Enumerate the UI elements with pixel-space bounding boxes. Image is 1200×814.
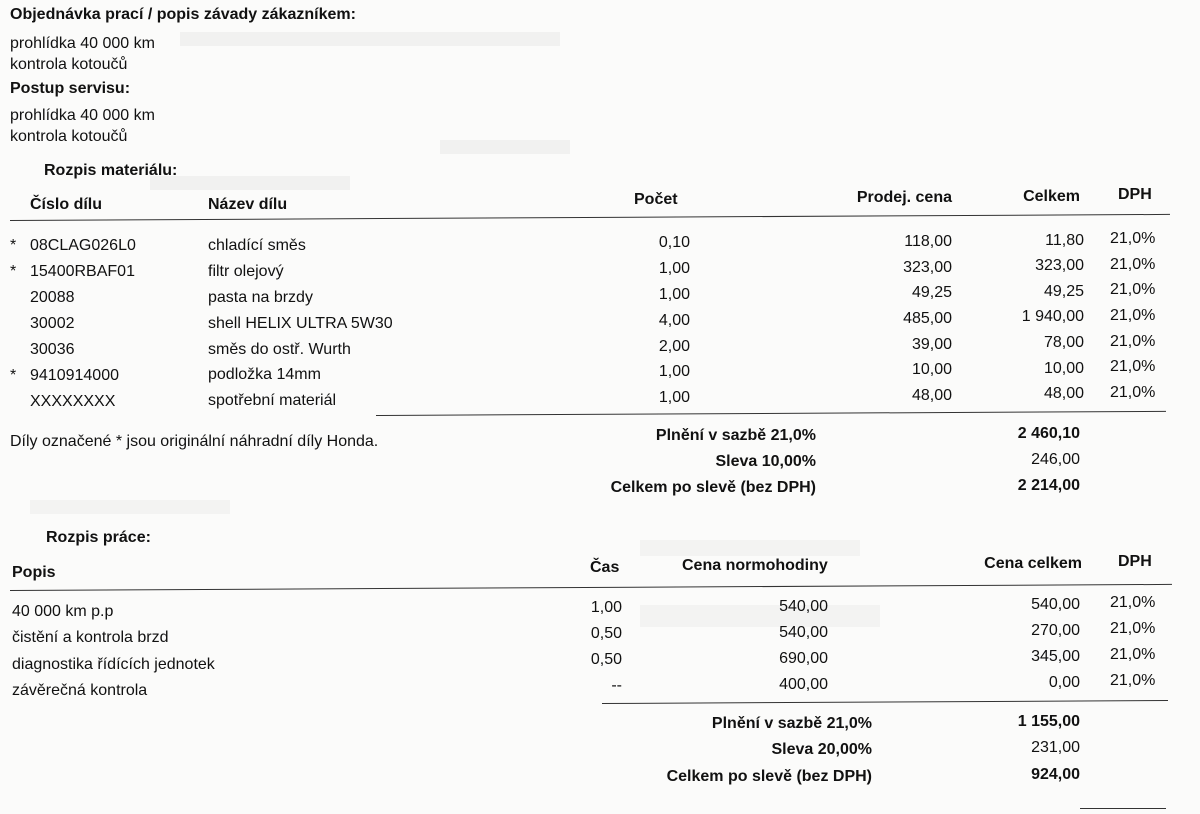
summary-value: 2 214,00: [1017, 477, 1080, 494]
labor-time: --: [611, 677, 622, 694]
summary-label: Sleva 20,00%: [771, 741, 872, 758]
part-total: 78,00: [1043, 334, 1084, 351]
part-price: 39,00: [911, 336, 952, 353]
labor-description: 40 000 km p.p: [12, 603, 114, 620]
labor-time: 1,00: [590, 599, 622, 616]
part-number: 08CLAG026L0: [30, 237, 136, 254]
summary-value: 1 155,00: [1017, 713, 1080, 730]
service-line: prohlídka 40 000 km: [10, 107, 155, 124]
order-line: prohlídka 40 000 km: [10, 35, 155, 52]
part-name: spotřební materiál: [208, 392, 337, 409]
part-total: 10,00: [1043, 360, 1084, 377]
part-number: 9410914000: [30, 367, 119, 384]
service-line: kontrola kotoučů: [10, 128, 128, 145]
part-price: 323,00: [903, 259, 952, 276]
part-number: 30002: [30, 315, 75, 332]
labor-total: 540,00: [1031, 596, 1080, 613]
labor-summary-divider: [602, 700, 1168, 704]
labor-rate: 540,00: [779, 624, 828, 641]
col-labor-vat: DPH: [1118, 553, 1152, 570]
part-name: chladící směs: [208, 237, 306, 254]
order-title: Objednávka prací / popis závady zákazníkem:: [10, 6, 356, 23]
part-vat: 21,0%: [1110, 281, 1156, 298]
labor-time: 0,50: [590, 651, 622, 668]
part-total: 11,80: [1045, 232, 1084, 249]
service-title: Postup servisu:: [10, 80, 131, 97]
part-total: 48,00: [1043, 385, 1084, 402]
labor-total: 0,00: [1048, 674, 1080, 691]
part-number: XXXXXXXX: [30, 393, 116, 410]
part-name: pasta na brzdy: [208, 289, 313, 306]
summary-label: Sleva 10,00%: [715, 453, 816, 470]
order-line: kontrola kotoučů: [10, 56, 128, 73]
summary-label: Plnění v sazbě 21,0%: [655, 427, 816, 444]
part-vat: 21,0%: [1110, 358, 1156, 375]
labor-vat: 21,0%: [1110, 620, 1156, 637]
part-name: směs do ostř. Wurth: [208, 341, 351, 358]
original-part-mark: *: [10, 263, 17, 280]
part-qty: 4,00: [658, 312, 690, 329]
part-qty: 1,00: [658, 260, 690, 277]
summary-value: 924,00: [1031, 766, 1080, 783]
part-vat: 21,0%: [1110, 384, 1156, 401]
col-part-name: Název dílu: [208, 196, 288, 213]
col-hourly-rate: Cena normohodiny: [682, 557, 828, 574]
summary-value: 231,00: [1031, 739, 1080, 756]
part-total: 323,00: [1035, 257, 1084, 274]
materials-summary-divider: [376, 411, 1166, 416]
summary-value: 2 460,10: [1017, 425, 1080, 442]
summary-value: 246,00: [1031, 451, 1080, 468]
col-price: Prodej. cena: [856, 189, 952, 206]
labor-total: 345,00: [1031, 648, 1080, 665]
part-number: 15400RBAF01: [30, 263, 135, 280]
summary-label: Celkem po slevě (bez DPH): [666, 768, 872, 785]
part-vat: 21,0%: [1110, 307, 1156, 324]
summary-label: Celkem po slevě (bez DPH): [610, 479, 816, 496]
labor-vat: 21,0%: [1110, 672, 1156, 689]
col-qty: Počet: [634, 191, 678, 208]
summary-label: Plnění v sazbě 21,0%: [711, 715, 872, 732]
part-price: 49,25: [911, 284, 952, 301]
labor-title: Rozpis práce:: [46, 529, 151, 546]
part-qty: 2,00: [658, 338, 690, 355]
labor-description: čistění a kontrola brzd: [12, 629, 169, 646]
labor-total: 270,00: [1031, 622, 1080, 639]
bottom-divider: [1080, 808, 1166, 809]
part-price: 48,00: [911, 387, 952, 404]
part-price: 118,00: [904, 233, 952, 250]
part-qty: 1,00: [658, 363, 690, 380]
part-total: 49,25: [1043, 283, 1084, 300]
col-labor-total: Cena celkem: [984, 555, 1082, 572]
part-name: podložka 14mm: [208, 366, 321, 383]
part-price: 485,00: [903, 310, 952, 327]
part-number: 20088: [30, 289, 75, 306]
part-qty: 0,10: [658, 234, 690, 251]
col-time: Čas: [590, 559, 620, 576]
part-qty: 1,00: [658, 389, 690, 406]
original-part-mark: *: [10, 237, 17, 254]
part-number: 30036: [30, 341, 75, 358]
labor-vat: 21,0%: [1110, 646, 1156, 663]
labor-description: diagnostika řídících jednotek: [12, 656, 215, 673]
original-parts-note: Díly označené * jsou originální náhradní díly Honda.: [10, 433, 379, 450]
part-name: shell HELIX ULTRA 5W30: [208, 315, 393, 332]
col-vat: DPH: [1118, 186, 1152, 203]
labor-rate: 400,00: [779, 676, 828, 693]
labor-description: závěrečná kontrola: [12, 682, 148, 699]
col-part-no: Číslo dílu: [30, 196, 102, 213]
original-part-mark: *: [10, 367, 17, 384]
part-qty: 1,00: [658, 286, 690, 303]
labor-rate: 690,00: [779, 650, 828, 667]
materials-header-divider: [10, 214, 1170, 221]
labor-vat: 21,0%: [1110, 594, 1156, 611]
col-description: Popis: [12, 564, 56, 581]
part-vat: 21,0%: [1110, 230, 1156, 247]
col-total: Celkem: [1023, 188, 1080, 205]
labor-rate: 540,00: [779, 598, 828, 615]
labor-header-divider: [10, 584, 1172, 591]
part-vat: 21,0%: [1110, 256, 1156, 273]
materials-title: Rozpis materiálu:: [44, 162, 178, 179]
part-vat: 21,0%: [1110, 333, 1156, 350]
part-name: filtr olejový: [208, 263, 284, 280]
part-total: 1 940,00: [1021, 308, 1084, 325]
part-price: 10,00: [911, 361, 952, 378]
labor-time: 0,50: [590, 625, 622, 642]
